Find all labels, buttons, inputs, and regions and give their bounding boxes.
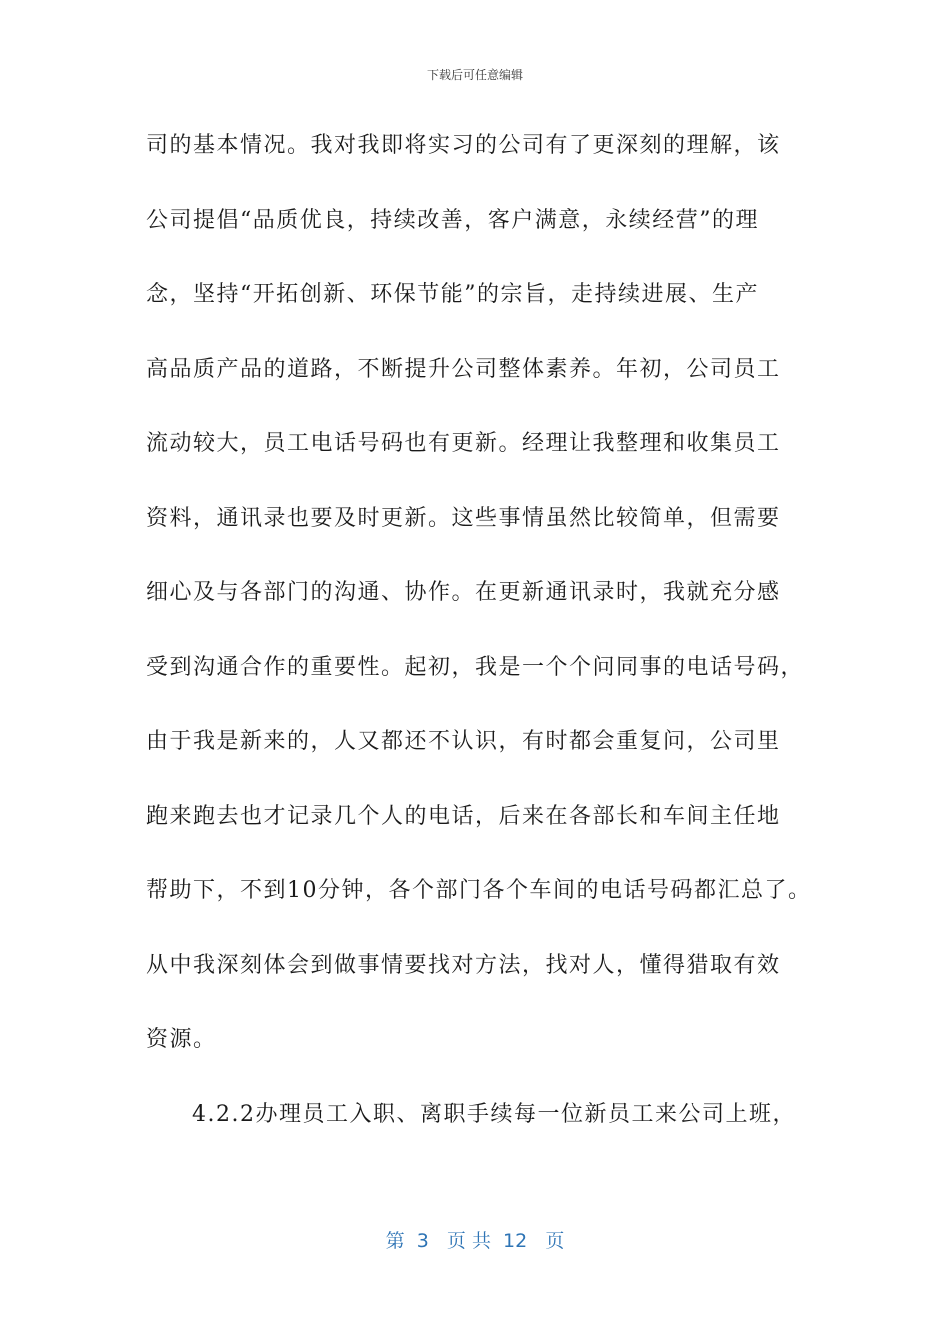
text-line: 流动较大，员工电话号码也有更新。经理让我整理和收集员工 — [146, 431, 781, 456]
text-line: 细心及与各部门的沟通、协作。在更新通讯录时，我就充分感 — [146, 580, 781, 605]
text-line: 司的基本情况。我对我即将实习的公司有了更深刻的理解，该 — [146, 133, 781, 158]
text-line: 公司提倡“品质优良，持续改善，客户满意，永续经营”的理 — [146, 207, 759, 233]
text-line: 资源。 — [146, 1027, 217, 1052]
text-line: 受到沟通合作的重要性。起初，我是一个个问同事的电话号码， — [146, 654, 805, 680]
document-body — [146, 120, 826, 1163]
text-line: 念，坚持“开拓创新、环保节能”的宗旨，走持续进展、生产 — [146, 282, 759, 307]
text-line: 高品质产品的道路，不断提升公司整体素养。年初，公司员工 — [146, 356, 781, 382]
page-number-footer: 第 3 页 共 12 页 — [385, 1230, 565, 1252]
text-line: 资料，通讯录也要及时更新。这些事情虽然比较简单，但需要 — [146, 505, 781, 531]
text-line: 帮助下，不到10分钟，各个部门各个车间的电话号码都汇总了。 — [146, 878, 812, 903]
text-line: 从中我深刻体会到做事情要找对方法，找对人，懂得猎取有效 — [146, 952, 781, 978]
text-line: 跑来跑去也才记录几个人的电话，后来在各部长和车间主任地 — [146, 803, 781, 829]
section-heading-line: 4.2.2办理员工入职、离职手续每一位新员工来公司上班， — [192, 1101, 796, 1127]
page-header: 下载后可任意编辑 — [426, 68, 523, 82]
text-line: 由于我是新来的，人又都还不认识，有时都会重复问，公司里 — [146, 729, 781, 754]
